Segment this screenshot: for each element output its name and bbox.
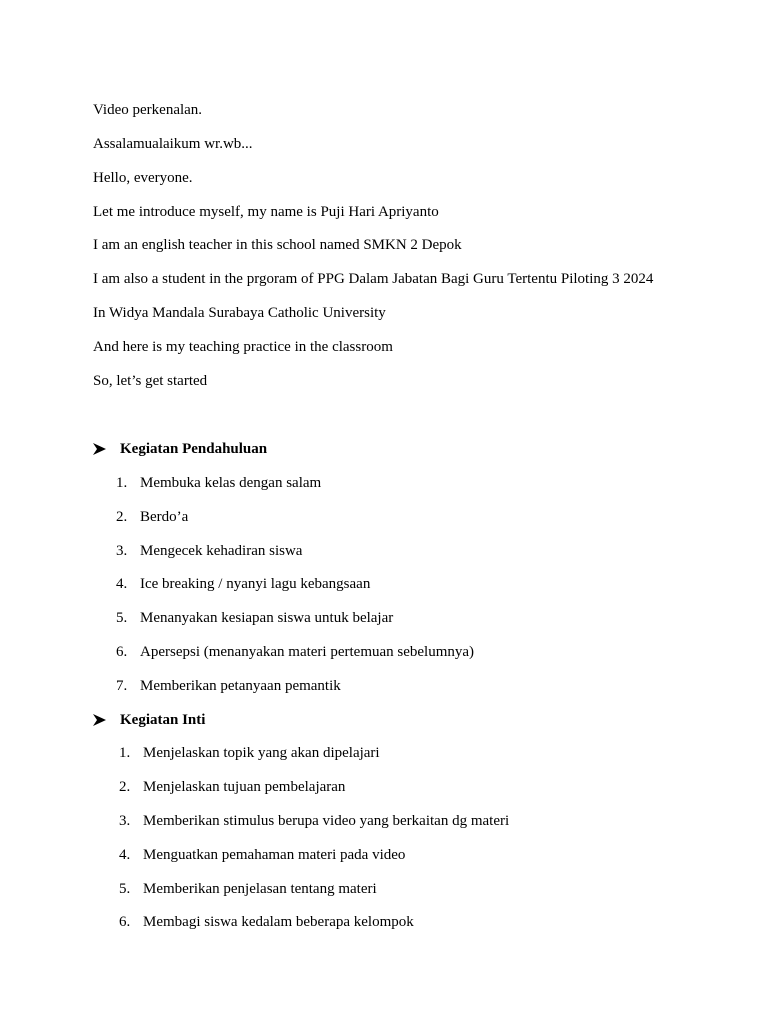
list-item-text: Berdo’a bbox=[140, 509, 189, 525]
intro-line: I am also a student in the prgoram of PPG Dalam Jabatan Bagi Guru Tertentu Piloting 3 2024 bbox=[93, 271, 654, 287]
list-item-text: Menanyakan kesiapan siswa untuk belajar bbox=[140, 610, 394, 626]
intro-line: Hello, everyone. bbox=[93, 170, 193, 186]
list-item-number: 3. bbox=[119, 813, 131, 829]
intro-line: Video perkenalan. bbox=[93, 102, 203, 118]
section-heading bbox=[93, 440, 268, 458]
section-title: Kegiatan Pendahuluan bbox=[120, 441, 268, 457]
list-item-text: Memberikan petanyaan pemantik bbox=[140, 678, 341, 694]
section-heading bbox=[93, 711, 206, 729]
list-item-text: Menjelaskan tujuan pembelajaran bbox=[143, 779, 346, 795]
list-item-number: 2. bbox=[116, 509, 128, 525]
list-item-number: 2. bbox=[119, 779, 131, 795]
intro-line: Let me introduce myself, my name is Puji Hari Apriyanto bbox=[93, 204, 439, 220]
list-item-text: Menguatkan pemahaman materi pada video bbox=[143, 847, 406, 863]
list-item-text: Membagi siswa kedalam beberapa kelompok bbox=[143, 914, 414, 930]
list-item-number: 7. bbox=[116, 678, 128, 694]
list-item-number: 1. bbox=[119, 745, 131, 761]
list-item-text: Memberikan stimulus berupa video yang berkaitan dg materi bbox=[143, 813, 510, 829]
intro-line: I am an english teacher in this school named SMKN 2 Depok bbox=[93, 237, 462, 253]
list-item-text: Memberikan penjelasan tentang materi bbox=[143, 881, 377, 897]
list-item-text: Membuka kelas dengan salam bbox=[140, 475, 322, 491]
list-item-number: 6. bbox=[119, 914, 131, 930]
section-title: Kegiatan Inti bbox=[120, 712, 206, 728]
list-item-number: 4. bbox=[116, 576, 128, 592]
intro-line: In Widya Mandala Surabaya Catholic University bbox=[93, 305, 386, 321]
list-item-text: Apersepsi (menanyakan materi pertemuan sebelumnya) bbox=[140, 644, 475, 660]
arrowhead-bullet-icon bbox=[93, 711, 107, 729]
list-item-number: 5. bbox=[116, 610, 128, 626]
list-item-number: 5. bbox=[119, 881, 131, 897]
list-item-number: 4. bbox=[119, 847, 131, 863]
list-item-number: 6. bbox=[116, 644, 128, 660]
list-item-number: 1. bbox=[116, 475, 128, 491]
list-item-text: Menjelaskan topik yang akan dipelajari bbox=[143, 745, 380, 761]
intro-line: So, let’s get started bbox=[93, 373, 208, 389]
intro-line: And here is my teaching practice in the classroom bbox=[93, 339, 393, 355]
list-item-text: Ice breaking / nyanyi lagu kebangsaan bbox=[140, 576, 371, 592]
list-item-text: Mengecek kehadiran siswa bbox=[140, 543, 303, 559]
intro-line: Assalamualaikum wr.wb... bbox=[93, 136, 253, 152]
list-item-number: 3. bbox=[116, 543, 128, 559]
arrowhead-bullet-icon bbox=[93, 440, 107, 458]
